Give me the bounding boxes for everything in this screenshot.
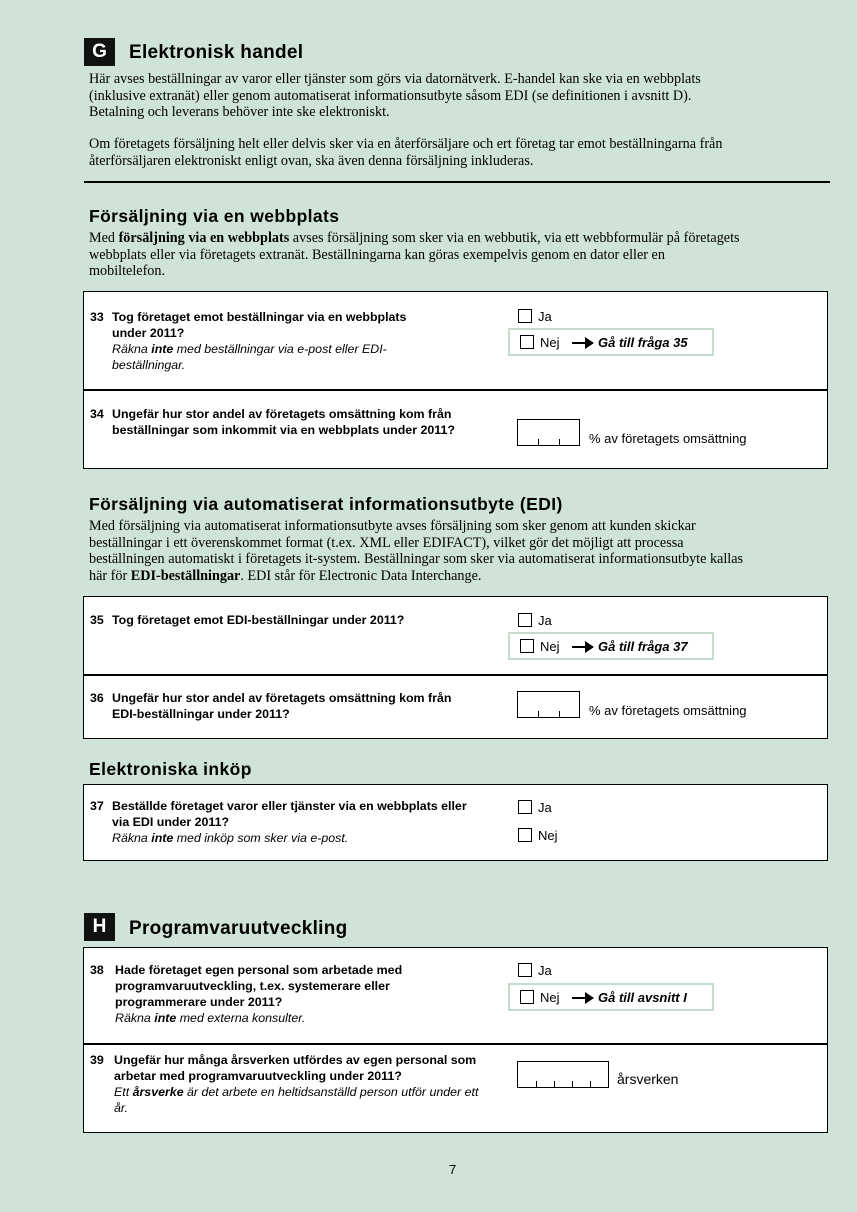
q36-percent-input[interactable]	[517, 691, 580, 718]
skip-instruction: Gå till fråga 37	[598, 639, 688, 654]
q33-option-no[interactable]: Nej	[520, 334, 560, 352]
question-text: Beställde företaget varor eller tjänster via en webbplats eller via EDI under 2011?	[112, 799, 467, 829]
q39-arsverken-input[interactable]	[517, 1061, 609, 1088]
section-title-h: Programvaruutveckling	[129, 918, 348, 939]
web-sales-intro: Med försäljning via en webbplats avses försäljning som sker via en webbutik, via ett webbformulär på företagets webbplats eller via företagets extranät. Beställningarna kan göras exempelvis genom en dator eller en mobiltelefon.	[89, 230, 740, 280]
question-39	[90, 1052, 485, 1116]
question-note: Räkna inte med externa konsulter.	[115, 1011, 306, 1025]
q33-option-yes[interactable]: Ja	[518, 308, 552, 326]
q35-option-yes[interactable]: Ja	[518, 612, 552, 630]
purchases-heading: Elektroniska inköp	[89, 759, 252, 779]
q36-unit-label: % av företagets omsättning	[589, 703, 747, 718]
section-letter-h: H	[84, 913, 115, 941]
checkbox[interactable]	[518, 963, 532, 977]
q38-option-yes[interactable]: Ja	[518, 962, 552, 980]
checkbox[interactable]	[520, 335, 534, 349]
checkbox[interactable]	[520, 639, 534, 653]
question-number: 37	[90, 799, 104, 813]
checkbox[interactable]	[518, 309, 532, 323]
question-text: Hade företaget egen personal som arbetade med programvaruutveckling, t.ex. systemerare eller programmerare under 2011?	[115, 963, 403, 1009]
section-divider	[84, 181, 830, 183]
question-number: 39	[90, 1053, 104, 1067]
q35-option-no[interactable]: Nej	[520, 638, 560, 656]
question-note: Räkna inte med beställningar via e-post eller EDI-beställningar.	[112, 342, 387, 372]
question-number: 33	[90, 310, 104, 324]
section-letter-g: G	[84, 38, 115, 66]
q37-option-yes[interactable]: Ja	[518, 799, 552, 817]
arrow-right-icon	[572, 641, 594, 653]
page-number: 7	[449, 1162, 457, 1177]
question-text: Ungefär hur många årsverken utfördes av egen personal som arbetar med programvaruutveckling under 2011?	[114, 1053, 477, 1083]
checkbox[interactable]	[518, 800, 532, 814]
skip-instruction: Gå till avsnitt I	[598, 990, 687, 1005]
question-38	[90, 962, 450, 1026]
question-number: 35	[90, 613, 104, 627]
q38-skip-frame	[508, 983, 714, 1011]
skip-instruction: Gå till fråga 35	[598, 335, 688, 350]
q34-unit-label: % av företagets omsättning	[589, 431, 747, 446]
question-number: 36	[90, 691, 104, 705]
question-36	[90, 690, 470, 722]
q38-option-no[interactable]: Nej	[520, 989, 560, 1007]
question-text: Ungefär hur stor andel av företagets omsättning kom från EDI-beställningar under 2011?	[112, 691, 452, 721]
question-33	[90, 309, 430, 373]
q39-unit-label: årsverken	[617, 1071, 679, 1087]
arrow-right-icon	[572, 337, 594, 349]
question-number: 38	[90, 963, 104, 977]
question-text: Ungefär hur stor andel av företagets omsättning kom från beställningar som inkommit via en webbplats under 2011?	[112, 407, 455, 437]
q33-skip-frame	[508, 328, 714, 356]
q34-percent-input[interactable]	[517, 419, 580, 446]
arrow-right-icon	[572, 992, 594, 1004]
question-number: 34	[90, 407, 104, 421]
checkbox[interactable]	[518, 828, 532, 842]
q37-option-no[interactable]: Nej	[518, 827, 558, 845]
edi-sales-intro: Med försäljning via automatiserat informationsutbyte avses försäljning som sker genom att kunden skickar beställningar i ett överenskommet format (t.ex. XML eller EDIFACT), vilket gör det möjligt att processa beställningen automatiskt i företagets it-system. Beställningar som sker via automatiserat informationsutbyte kallas här för EDI-beställningar. EDI står för Electronic Data Interchange.	[89, 518, 744, 584]
question-note: Räkna inte med inköp som sker via e-post.	[112, 831, 349, 845]
section-title-g: Elektronisk handel	[129, 42, 304, 63]
question-37	[90, 798, 470, 846]
checkbox[interactable]	[518, 613, 532, 627]
q35-skip-frame	[508, 632, 714, 660]
edi-sales-heading: Försäljning via automatiserat informationsutbyte (EDI)	[89, 494, 563, 514]
question-35	[90, 612, 470, 628]
question-note: Ett årsverke är det arbete en heltidsanställd person utför under ett år.	[114, 1085, 479, 1115]
question-text: Tog företaget emot EDI-beställningar under 2011?	[112, 613, 405, 627]
web-sales-heading: Försäljning via en webbplats	[89, 206, 340, 226]
section-g-paragraph-1: Här avses beställningar av varor eller tjänster som görs via datornätverk. E-handel kan ske via en webbplats (inklusive extranät) eller genom automatiserat informationsutbyte såsom EDI (se definitionen i avsnitt D). Betalning och leverans behöver inte ske elektroniskt.	[89, 71, 701, 121]
checkbox[interactable]	[520, 990, 534, 1004]
question-text: Tog företaget emot beställningar via en webbplats under 2011?	[112, 310, 407, 340]
section-g-paragraph-2: Om företagets försäljning helt eller delvis sker via en återförsäljare och ert företag tar emot beställningarna från återförsäljaren elektroniskt enligt ovan, ska även denna försäljning inkluderas.	[89, 136, 723, 169]
question-34	[90, 406, 470, 438]
